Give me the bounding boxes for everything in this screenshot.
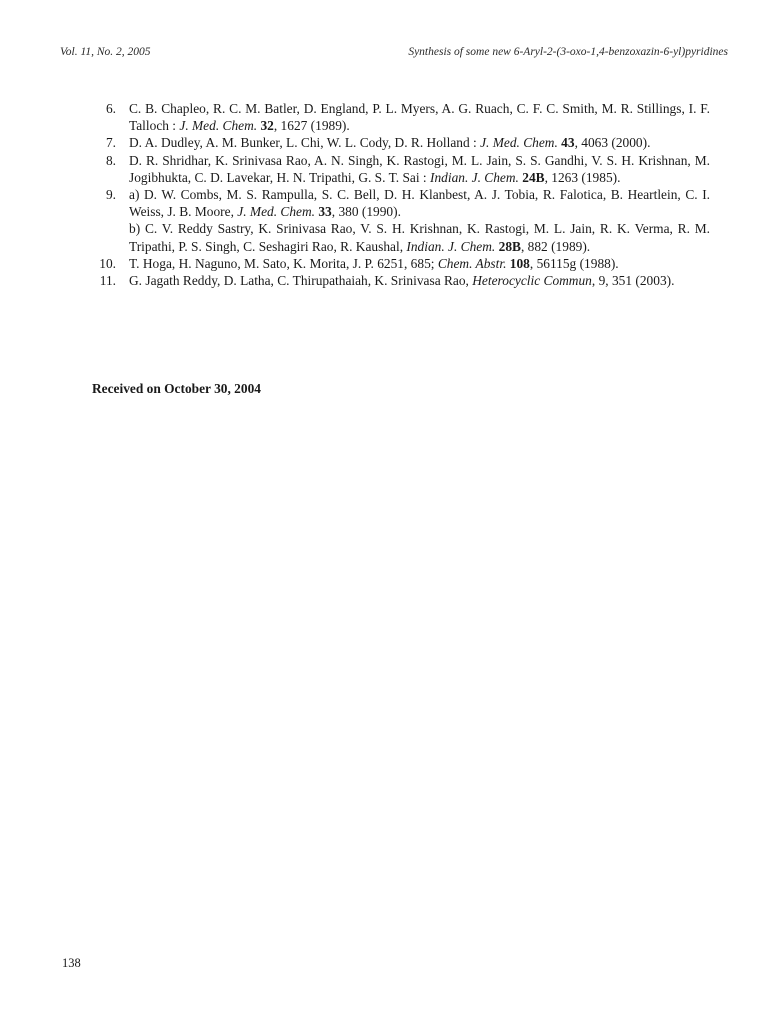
reference-number: 7. [105,135,116,151]
reference-text: , 380 (1990). [331,204,401,220]
reference-number: 10. [99,255,116,271]
reference-subitem [129,186,710,220]
reference-body [129,272,710,289]
reference-subitem [129,220,710,254]
reference-item [90,134,710,151]
volume-number: 28B [498,238,521,254]
journal-name: J. Med. Chem. [237,204,315,220]
reference-text: , 9, 351 (2003). [591,273,675,289]
reference-text: D. R. Shridhar, K. Srinivasa Rao, A. N. Singh, K. Rastogi, M. L. Jain, S. S. Gandhi, V. S. H. Krishnan, M. Jogibhukta, C. D. Lavekar, H. N. Tripathi, G. S. T. Sai : [129,152,710,185]
journal-name: Chem. Abstr. [437,255,507,271]
reference-number: 8. [105,152,116,168]
reference-body [129,255,710,272]
reference-text: , 4063 (2000). [574,135,651,151]
volume-number: 43 [561,135,575,151]
reference-text: b) C. V. Reddy Sastry, K. Srinivasa Rao, V. S. H. Krishnan, K. Rastogi, M. L. Jain, R. K. Verma, R. M. Tripathi, P. S. Singh, C. Seshagiri Rao, R. Kaushal, [129,221,710,254]
reference-text: T. Hoga, H. Naguno, M. Sato, K. Morita, J. P. 6251, 685; [129,255,438,271]
volume-number: 24B [522,169,545,185]
reference-text: , 1263 (1985). [544,169,621,185]
article-title-header: Synthesis of some new 6-Aryl-2-(3-oxo-1,4-benzoxazin-6-yl)pyridines [408,46,728,58]
volume-number: 33 [318,204,332,220]
reference-body [129,100,710,134]
journal-name: J. Med. Chem. [480,135,558,151]
journal-volume-header: Vol. 11, No. 2, 2005 [60,46,151,58]
journal-name: Indian. J. Chem. [430,169,519,185]
volume-number: 32 [260,118,274,134]
reference-item [90,272,710,289]
reference-text: D. A. Dudley, A. M. Bunker, L. Chi, W. L. Cody, D. R. Holland : [129,135,481,151]
reference-item [90,100,710,134]
reference-number: 6. [105,101,116,116]
journal-name: J. Med. Chem. [179,118,258,134]
reference-item [90,255,710,272]
reference-list [90,100,710,289]
reference-text: G. Jagath Reddy, D. Latha, C. Thirupathaiah, K. Srinivasa Rao, [129,273,473,289]
reference-body [129,134,710,151]
reference-number: 11. [99,273,116,289]
reference-text: , 882 (1989). [520,238,591,254]
journal-name: Heterocyclic Commun [472,273,592,289]
reference-item [90,152,710,186]
reference-number: 9. [105,187,116,203]
reference-text: a) D. W. Combs, M. S. Rampulla, S. C. Bell, D. H. Klanbest, A. J. Tobia, R. Falotica, B. Heartlein, C. I. Weiss, J. B. Moore, [129,187,710,220]
reference-text: , 56115g (1988). [529,255,619,271]
volume-number: 108 [509,255,530,271]
journal-name: Indian. J. Chem. [406,238,496,254]
reference-text: , 1627 (1989). [273,118,350,134]
received-date: Received on October 30, 2004 [92,381,261,396]
page-number: 138 [62,956,81,970]
reference-body [129,152,710,186]
reference-text: C. B. Chapleo, R. C. M. Batler, D. England, P. L. Myers, A. G. Ruach, C. F. C. Smith, M. R. Stillings, I. F. Talloch : [129,101,710,134]
reference-item [90,186,710,255]
